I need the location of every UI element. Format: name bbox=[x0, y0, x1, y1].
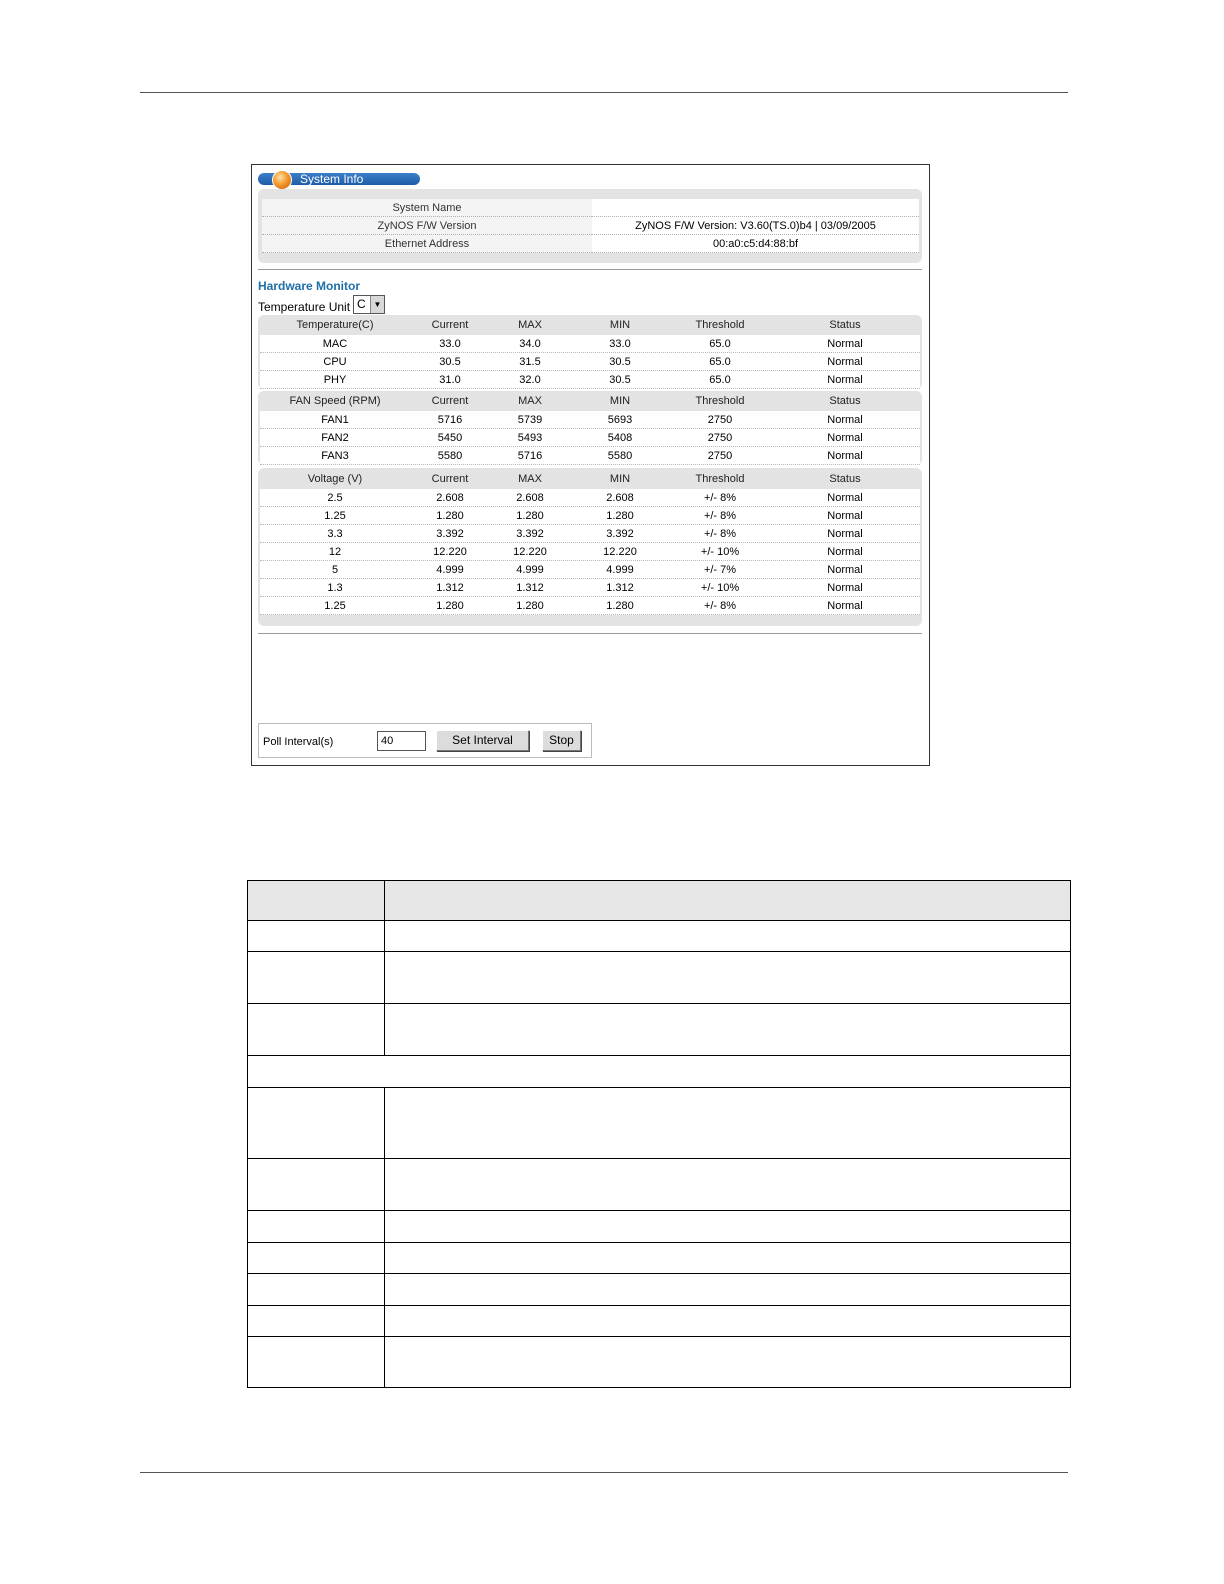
label-cell bbox=[248, 1306, 385, 1336]
cell: 3.3 bbox=[327, 528, 343, 540]
cell: 5739 bbox=[517, 414, 543, 426]
table-row bbox=[248, 1004, 1070, 1056]
poll-interval-box bbox=[258, 723, 592, 758]
table-row bbox=[248, 1274, 1070, 1306]
cell: 5408 bbox=[607, 432, 633, 444]
table-row bbox=[260, 353, 920, 371]
cell: 12.220 bbox=[513, 546, 547, 558]
cell: Normal bbox=[827, 492, 863, 504]
table-row bbox=[248, 1337, 1070, 1387]
column-header: MIN bbox=[609, 319, 631, 331]
table-row bbox=[248, 1088, 1070, 1159]
table-row bbox=[260, 411, 920, 429]
divider bbox=[258, 269, 922, 270]
cell: 65.0 bbox=[709, 356, 731, 368]
info-row-system-name bbox=[262, 199, 919, 217]
cell: 1.280 bbox=[516, 510, 544, 522]
cell: +/- 8% bbox=[703, 510, 737, 522]
divider bbox=[258, 633, 922, 634]
cell: 2.5 bbox=[327, 492, 343, 504]
cell: Normal bbox=[827, 414, 863, 426]
column-header: MIN bbox=[609, 395, 631, 407]
header-rule bbox=[140, 92, 1068, 93]
info-row-ethernet-address bbox=[262, 235, 919, 253]
cell: 1.3 bbox=[327, 582, 343, 594]
cell: 2.608 bbox=[436, 492, 464, 504]
temperature-unit-select[interactable] bbox=[353, 295, 385, 314]
cell: Normal bbox=[827, 528, 863, 540]
voltage-section bbox=[258, 468, 922, 626]
label-cell bbox=[248, 1159, 385, 1210]
cell: +/- 10% bbox=[700, 546, 740, 558]
cell: 3.392 bbox=[436, 528, 464, 540]
cell: 2750 bbox=[707, 414, 733, 426]
cell: 1.280 bbox=[606, 510, 634, 522]
table-row bbox=[248, 1306, 1070, 1337]
label-cell bbox=[248, 1274, 385, 1305]
column-header: Status bbox=[829, 473, 861, 485]
cell: 3.392 bbox=[516, 528, 544, 540]
column-header: Current bbox=[431, 319, 469, 331]
cell: 12.220 bbox=[603, 546, 637, 558]
table-section-row bbox=[248, 1056, 1070, 1088]
column-header: MAX bbox=[518, 319, 542, 331]
cell: 30.5 bbox=[439, 356, 461, 368]
cell: FAN2 bbox=[321, 432, 349, 444]
cell: 2.608 bbox=[606, 492, 634, 504]
cell: Normal bbox=[827, 582, 863, 594]
cell: 1.280 bbox=[436, 600, 464, 612]
info-value: ZyNOS F/W Version: V3.60(TS.0)b4 | 03/09/2005 bbox=[592, 217, 919, 235]
column-header: Status bbox=[829, 395, 861, 407]
cell: 1.312 bbox=[516, 582, 544, 594]
cell: MAC bbox=[322, 338, 348, 350]
label-cell bbox=[248, 881, 385, 920]
label-cell bbox=[248, 1088, 385, 1158]
cell: 12.220 bbox=[433, 546, 467, 558]
poll-interval-input[interactable] bbox=[377, 731, 426, 751]
cell: 65.0 bbox=[709, 374, 731, 386]
cell: 5580 bbox=[437, 450, 463, 462]
table-row bbox=[260, 489, 920, 507]
cell: Normal bbox=[827, 600, 863, 612]
cell: 2750 bbox=[707, 450, 733, 462]
cell: 1.25 bbox=[324, 600, 346, 612]
table-row bbox=[248, 1243, 1070, 1274]
cell: +/- 8% bbox=[703, 492, 737, 504]
info-label: Ethernet Address bbox=[262, 235, 592, 253]
cell: 4.999 bbox=[606, 564, 634, 576]
column-header: FAN Speed (RPM) bbox=[289, 395, 381, 407]
table-row bbox=[260, 335, 920, 353]
cell: +/- 8% bbox=[703, 600, 737, 612]
table-row bbox=[260, 507, 920, 525]
table-header-row bbox=[248, 881, 1070, 921]
fan-header-row bbox=[260, 392, 920, 410]
column-header: Threshold bbox=[695, 395, 745, 407]
table-row bbox=[260, 579, 920, 597]
cell: 4.999 bbox=[516, 564, 544, 576]
cell: Normal bbox=[827, 546, 863, 558]
cell: 1.25 bbox=[324, 510, 346, 522]
column-header: MAX bbox=[518, 473, 542, 485]
footer-rule bbox=[140, 1472, 1068, 1473]
column-header: Voltage (V) bbox=[307, 473, 363, 485]
voltage-header-row bbox=[260, 470, 920, 488]
label-cell bbox=[248, 952, 385, 1003]
label-cell bbox=[248, 1243, 385, 1273]
cell: 1.280 bbox=[516, 600, 544, 612]
info-value bbox=[592, 199, 919, 217]
field-description-table bbox=[247, 880, 1071, 1388]
table-row bbox=[260, 429, 920, 447]
info-row-fw-version bbox=[262, 217, 919, 235]
cell: 33.0 bbox=[609, 338, 631, 350]
cell: 5580 bbox=[607, 450, 633, 462]
cell: 34.0 bbox=[519, 338, 541, 350]
label-cell bbox=[248, 1211, 385, 1242]
cell: 65.0 bbox=[709, 338, 731, 350]
cell: Normal bbox=[827, 356, 863, 368]
system-info-title: System Info bbox=[300, 172, 364, 186]
cell: 1.312 bbox=[436, 582, 464, 594]
column-header: Current bbox=[431, 395, 469, 407]
cell: 5693 bbox=[607, 414, 633, 426]
chevron-down-icon[interactable]: ▼ bbox=[370, 296, 384, 313]
table-row bbox=[260, 543, 920, 561]
set-interval-button[interactable]: Set Interval bbox=[436, 730, 529, 751]
cell: 5716 bbox=[517, 450, 543, 462]
cell: 1.312 bbox=[606, 582, 634, 594]
cell: 32.0 bbox=[519, 374, 541, 386]
cell: Normal bbox=[827, 510, 863, 522]
table-row bbox=[248, 1211, 1070, 1243]
stop-button[interactable]: Stop bbox=[542, 730, 581, 751]
cell: CPU bbox=[323, 356, 347, 368]
cell: Normal bbox=[827, 338, 863, 350]
table-row bbox=[260, 525, 920, 543]
poll-interval-label: Poll Interval(s) bbox=[263, 736, 334, 748]
info-label: ZyNOS F/W Version bbox=[262, 217, 592, 235]
column-header: Threshold bbox=[695, 319, 745, 331]
cell: 3.392 bbox=[606, 528, 634, 540]
temperature-section bbox=[258, 315, 922, 389]
cell: +/- 10% bbox=[700, 582, 740, 594]
cell: Normal bbox=[827, 432, 863, 444]
table-row bbox=[248, 1159, 1070, 1211]
column-header: Current bbox=[431, 473, 469, 485]
hardware-monitor-title: Hardware Monitor bbox=[258, 279, 361, 293]
cell: 2750 bbox=[707, 432, 733, 444]
table-row bbox=[260, 371, 920, 389]
cell: 5493 bbox=[517, 432, 543, 444]
cell: 31.0 bbox=[439, 374, 461, 386]
system-info-panel bbox=[258, 189, 922, 263]
cell: 1.280 bbox=[436, 510, 464, 522]
cell: 31.5 bbox=[519, 356, 541, 368]
cell: 5 bbox=[331, 564, 339, 576]
cell: 12 bbox=[328, 546, 342, 558]
table-row bbox=[248, 921, 1070, 952]
cell: 5716 bbox=[437, 414, 463, 426]
column-header: Temperature(C) bbox=[296, 319, 374, 331]
cell: 1.280 bbox=[606, 600, 634, 612]
info-label: System Name bbox=[262, 199, 592, 217]
cell: Normal bbox=[827, 450, 863, 462]
temperature-unit-label: Temperature Unit bbox=[258, 300, 351, 314]
column-header: MIN bbox=[609, 473, 631, 485]
cell: Normal bbox=[827, 564, 863, 576]
cell: 5450 bbox=[437, 432, 463, 444]
cell: 4.999 bbox=[436, 564, 464, 576]
cell: PHY bbox=[323, 374, 347, 386]
cell: 30.5 bbox=[609, 356, 631, 368]
table-row bbox=[260, 561, 920, 579]
cell: FAN3 bbox=[321, 450, 349, 462]
table-row bbox=[260, 597, 920, 615]
temperature-header-row bbox=[260, 316, 920, 334]
screenshot-frame bbox=[251, 164, 930, 766]
cell: Normal bbox=[827, 374, 863, 386]
system-info-tab bbox=[258, 173, 420, 185]
table-row bbox=[260, 447, 920, 465]
column-header: Status bbox=[829, 319, 861, 331]
fan-speed-section bbox=[258, 391, 922, 465]
cell: 2.608 bbox=[516, 492, 544, 504]
cell: FAN1 bbox=[321, 414, 349, 426]
label-cell bbox=[248, 921, 385, 951]
label-cell bbox=[248, 1004, 385, 1055]
orb-icon bbox=[272, 170, 292, 190]
cell: +/- 8% bbox=[703, 528, 737, 540]
cell: +/- 7% bbox=[703, 564, 737, 576]
table-row bbox=[248, 952, 1070, 1004]
info-value: 00:a0:c5:d4:88:bf bbox=[592, 235, 919, 253]
temperature-unit-value: C bbox=[357, 297, 366, 311]
column-header: MAX bbox=[518, 395, 542, 407]
cell: 30.5 bbox=[609, 374, 631, 386]
label-cell bbox=[248, 1337, 385, 1387]
cell: 33.0 bbox=[439, 338, 461, 350]
column-header: Threshold bbox=[695, 473, 745, 485]
